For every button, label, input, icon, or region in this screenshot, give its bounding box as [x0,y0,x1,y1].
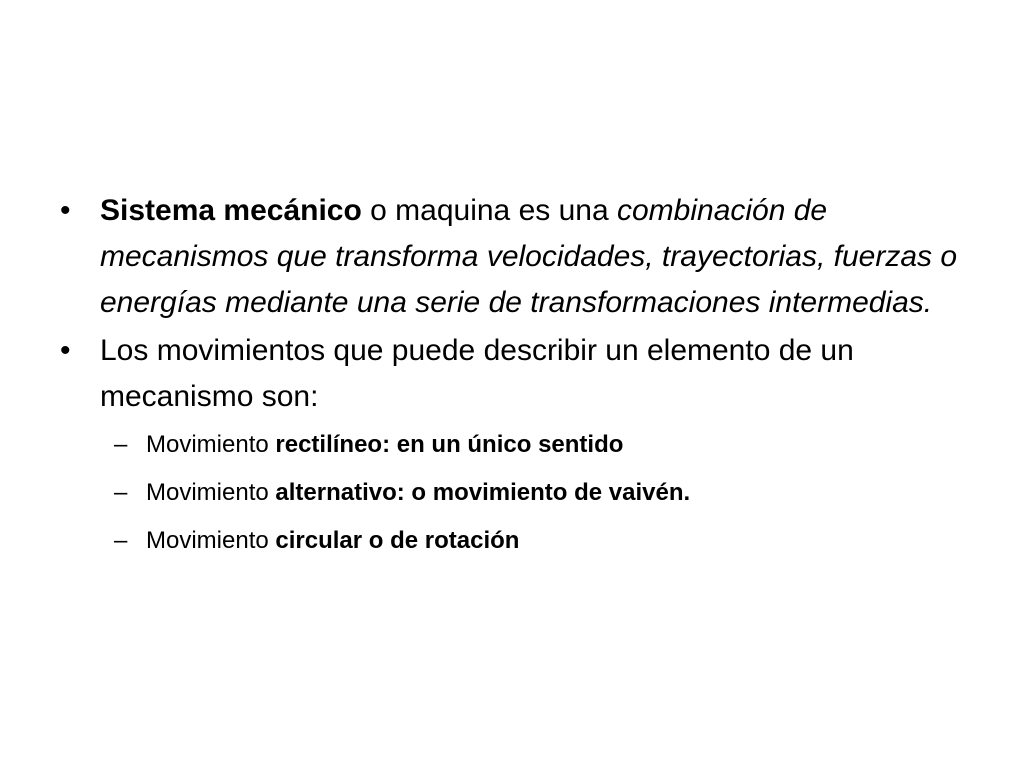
dash-marker: – [114,479,128,506]
subitem-bold: alternativo: o movimiento de vaivén. [275,479,691,506]
dash-marker: – [114,527,128,554]
bullet-marker: • [60,334,71,367]
bullet-text: Los movimientos que puede describir un elemento de un mecanismo son: [100,334,854,413]
dash-marker: – [114,431,128,458]
italic-definition: combinación de mecanismos que transforma velocidades, trayectorias, fuerzas o energías mediante una serie de transformaciones intermedias. [100,194,958,319]
subitem-plain: Movimiento [146,527,276,554]
bullet-sistema-mecanico [60,188,960,326]
bullet-text [100,188,960,326]
subitem-circular [60,524,960,558]
subitem-plain: Movimiento [146,479,276,506]
subitem-bold: circular o de rotación [275,527,520,554]
bullet-marker: • [60,194,71,227]
slide-content [60,188,960,572]
bullet-movimientos [60,328,960,420]
bold-term: Sistema mecánico [100,194,362,227]
subitem-plain: Movimiento [146,431,276,458]
subitem-bold: rectilíneo: en un único sentido [275,431,624,458]
plain-text: o maquina es una [361,194,617,227]
subitem-rectilineo [60,428,960,462]
subitem-alternativo [60,476,960,510]
